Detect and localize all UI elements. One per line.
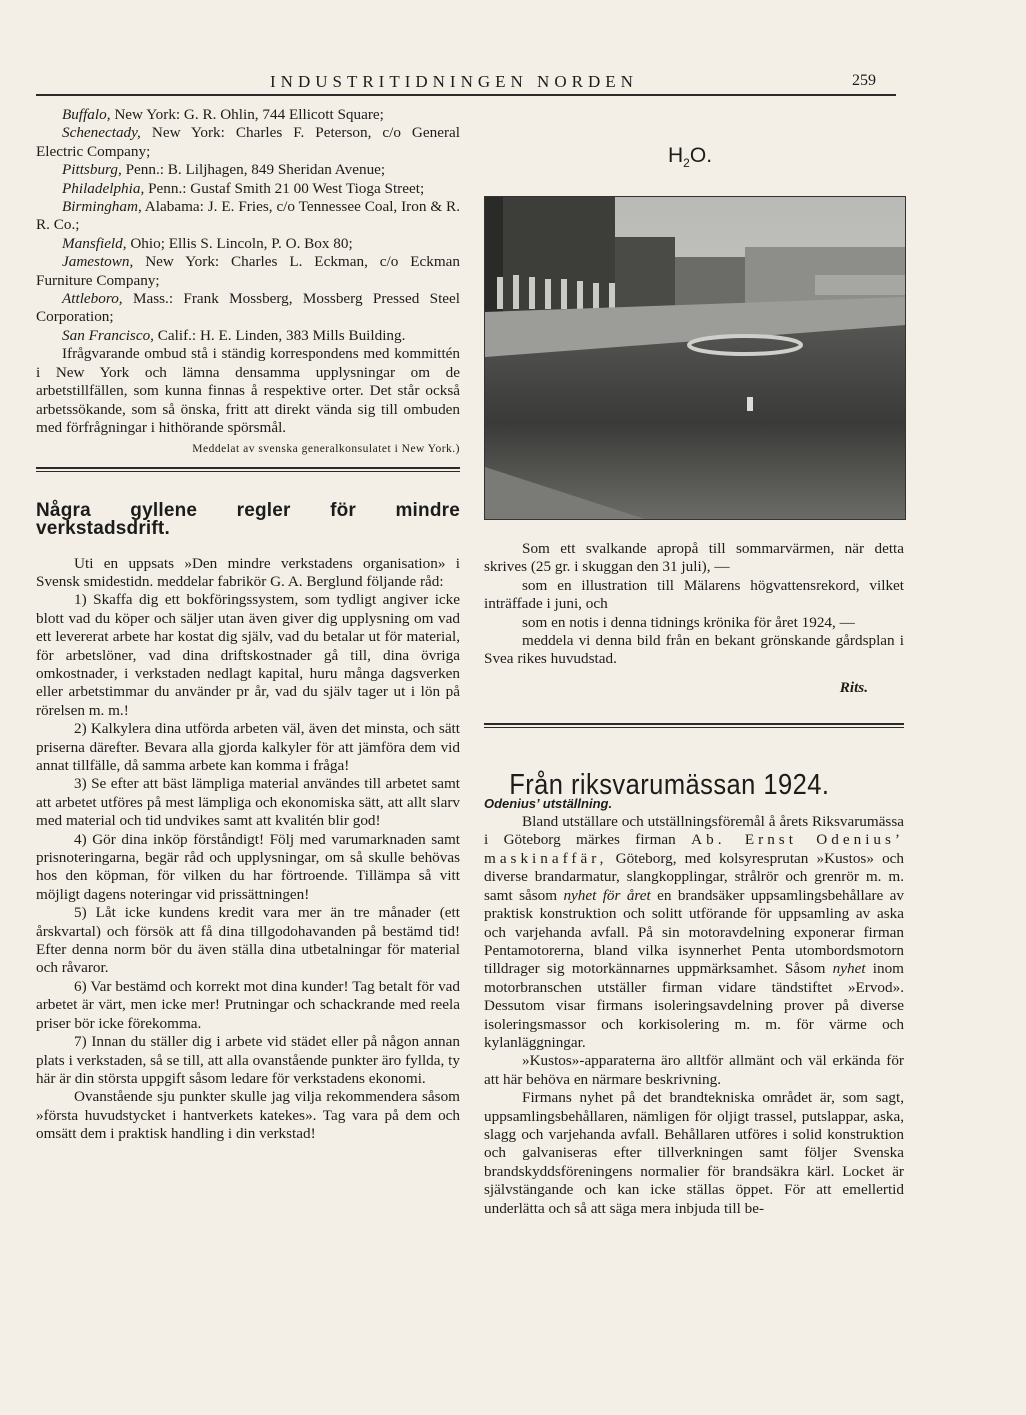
ombud-entry: Attleboro, Mass.: Frank Mossberg, Mossberg Pressed Steel Corporation; xyxy=(36,290,460,326)
riks-paragraph: »Kustos»-apparaterna äro alltför allmänt och väl erkända för att här behöva en närmare beskrivning. xyxy=(484,1052,904,1088)
regler-rule: 6) Var bestämd och korrekt mot dina kunder! Tag betalt för vad arbetet är värt, men icke mer! Prutningar och schackrande med reela priser bör icke förekomma. xyxy=(36,977,460,1032)
ombud-entry: Pittsburg, Penn.: B. Liljhagen, 849 Sheridan Avenue; xyxy=(62,161,386,179)
ombud-entry: San Francisco, Calif.: H. E. Linden, 383 Mills Building. xyxy=(62,326,406,344)
ombud-entry: Buffalo, New York: G. R. Ohlin, 744 Ellicott Square; xyxy=(62,106,384,123)
city-hall-photo xyxy=(484,196,906,520)
riks-headline: Från riksvarumässan 1924. xyxy=(509,769,830,802)
regler-rule: 5) Låt icke kundens kredit vara mer än tre månader (ett årskvartal) och försök att få dina tillgodohavanden på bestämd tid! Efter denna norm bör du även ställa dina utbetalningar för material och råvaror. xyxy=(36,904,460,977)
riks-paragraph: Firmans nyhet på det brandtekniska området är, som sagt, uppsamlingsbehållaren, nämligen för oljigt trassel, putslappar, aska, slagg och varjehanda avfall. Behållaren utföres i solid konstruktion och galvaniseras efter tillverkningen samt följer Svenska brandskyddsföreningens normalier för brandsäkra kärl. Locket är självstängande och kan icke ställas öppet. För att emellertid underlätta och så att säga mera inbjuda till be- xyxy=(484,1089,904,1217)
page-number: 259 xyxy=(852,72,876,89)
regler-rule: 4) Gör dina inköp förståndigt! Följ med varumarknaden samt prisnoteringarna, begär råd och upplysningar, om så skulle behövas hos den köpman, för vilken du har förtroende. Tillämpa så vitt möjligt dagens noteringar vid prissättningen! xyxy=(36,830,460,903)
h2o-line: som en illustration till Mälarens högvattensrekord, vilket inträffade i juni, och xyxy=(484,576,904,613)
riks-paragraph: Bland utställare och utställningsföremål å årets Riksvarumässa i Göteborg märkes firman Ab. Ernst Odenius’ maskinaffär, Göteborg, med kolsyresprutan »Kustos» och diverse brandarmatur, slangkopplingar, strålrör och grenrör m. m. samt såsom nyhet för året en brandsäker uppsamlingsbehållare av praktisk konstruktion och solitt utförande för uppsamling av aska och varjehanda avfall. På sin motoravdelning exponerar firman Pentamotorerna, bland vilka isynnerhet Penta utombordsmotorn tilldrager sig motorkännarnes uppmärksamhet. Såsom nyhet inom motorbranschen utställer firman vidare tändstiftet »Ervod». Dessutom visar firmans isoleringsavdelning prover på diverse isoleringsmassor och korkisolering m. m. för värme och kylanläggningar. xyxy=(484,813,905,1051)
photo-illustration xyxy=(485,197,905,519)
ombud-entry: Birmingham, Alabama: J. E. Fries, c/o Tennessee Coal, Iron & R. R. Co.; xyxy=(36,198,460,234)
ombud-entry: Philadelphia, Penn.: Gustaf Smith 21 00 West Tioga Street; xyxy=(62,179,425,197)
ombud-entry: Schenectady, New York: Charles F. Peterson, c/o General Electric Company; xyxy=(36,124,460,160)
ombud-entry: Jamestown, New York: Charles L. Eckman, c/o Eckman Furniture Company; xyxy=(36,253,460,289)
riks-subheadline: Odenius’ utställning. xyxy=(484,795,613,811)
regler-closing: Ovanstående sju punkter skulle jag vilja rekommendera såsom »första huvudstycket i hantverkets katekes». Tag vara på dem och omsätt dem i praktisk handling i din verkstad! xyxy=(36,1088,460,1143)
regler-rule: 3) Se efter att bäst lämpliga material användes till arbetet samt att arbetet utföres på mest lämpliga och ekonomiska sätt, att allt slarv med material och tid undvikes samt att kvalitén blir god! xyxy=(36,775,460,830)
regler-rule: 2) Kalkylera dina utförda arbeten väl, även det minsta, och sätt priserna därefter. Bevara alla gjorda kalkyler för att jämföra dem vid annat tillfälle, då samma arbete kan komma i fråga! xyxy=(36,720,460,774)
regler-intro: Uti en uppsats »Den mindre verkstadens organisation» i Svensk smidestidn. meddelar fabrikör G. A. Berglund följande råd: xyxy=(36,554,460,590)
h2o-caption xyxy=(484,540,904,1218)
signature: Rits. xyxy=(839,678,868,696)
regler-headline: Några gyllene regler för mindre verkstadsdrift. xyxy=(36,499,460,540)
credit-line: Meddelat av svenska generalkonsulatet i New York.) xyxy=(192,443,460,456)
ombud-paragraph: Ifrågvarande ombud stå i ständig korrespondens med kommittén i New York och lämna densamma upplysningar om de arbetstillfällen, som kunna finnas å respektive orter. Det står också arbetssökande, som så önska, fritt att direkt vända sig till ombuden med förfrågningar i hithörande spörsmål. xyxy=(36,345,460,436)
running-header: INDUSTRITIDNINGEN NORDEN xyxy=(270,72,638,91)
ombud-entry: Mansfield, Ohio; Ellis S. Lincoln, P. O. Box 80; xyxy=(62,234,353,252)
left-column xyxy=(36,106,460,1144)
h2o-line: som en notis i denna tidnings krönika för året 1924, — xyxy=(522,613,855,631)
header-rule xyxy=(36,94,896,96)
regler-rule: 7) Innan du ställer dig i arbete vid städet eller på någon annan plats i verkstaden, så se till, att alla ovanstående punkter äro fyllda, ty här är din största uppgift såsom ledare för verkstadens ekonomi. xyxy=(36,1033,460,1087)
ombud-list xyxy=(36,106,460,345)
h2o-line: Som ett svalkande apropå till sommarvärmen, när detta skrives (25 gr. i skuggan den 31 juli), — xyxy=(484,540,904,576)
h2o-title: $H_2O$. xyxy=(668,144,713,171)
h2o-line: meddela vi denna bild från en bekant grönskande gårdsplan i Svea rikes huvudstad. xyxy=(484,632,904,668)
regler-rule: 1) Skaffa dig ett bokföringssystem, som tydligt angiver icke blott vad du köper och säljer utan även giver dig upplysning om vad ett levererat arbete har kostat dig själv, vad du betalar ut för material, för arbetslöner, vad dina driftskostnader gå till, dina övriga omkostnader, i verkstaden nedlagt kapital, huru många dagsverken eller arbetstimmar du använder pr år, vad du själv tager ut i lön på rörelsen m. m.! xyxy=(36,591,460,719)
